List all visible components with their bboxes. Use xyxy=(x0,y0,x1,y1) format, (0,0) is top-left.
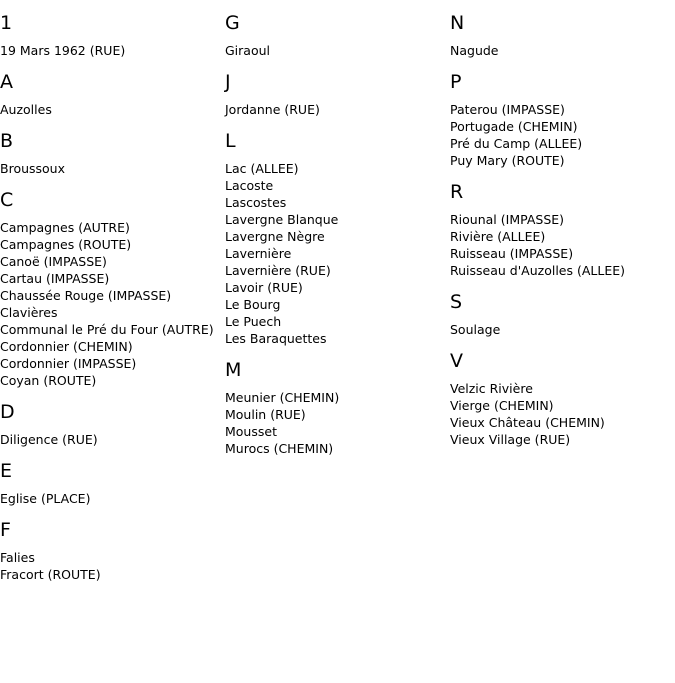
letter-group xyxy=(0,71,225,118)
letter-group xyxy=(0,189,225,389)
street-item: Soulage xyxy=(450,322,501,337)
street-item: Falies xyxy=(0,550,35,565)
letter-group xyxy=(0,130,225,177)
street-item: Vierge (CHEMIN) xyxy=(450,398,554,413)
index-column-3 xyxy=(450,0,675,448)
letter-heading: L xyxy=(225,130,236,152)
street-list xyxy=(450,321,675,338)
street-list xyxy=(450,42,675,59)
street-list xyxy=(0,549,225,583)
letter-heading: 1 xyxy=(0,12,13,34)
street-item: Moulin (RUE) xyxy=(225,407,306,422)
letter-heading: D xyxy=(0,401,15,423)
street-list xyxy=(450,211,675,279)
street-item: Cartau (IMPASSE) xyxy=(0,271,110,286)
street-list xyxy=(225,42,450,59)
letter-group xyxy=(450,12,675,59)
street-item: 19 Mars 1962 (RUE) xyxy=(0,43,126,58)
street-item: Lavoir (RUE) xyxy=(225,280,303,295)
letter-heading: M xyxy=(225,359,242,381)
street-item: Mousset xyxy=(225,424,277,439)
letter-heading: F xyxy=(0,519,11,541)
street-list xyxy=(450,380,675,448)
street-item: Eglise (PLACE) xyxy=(0,491,91,506)
letter-group xyxy=(225,12,450,59)
street-item: Giraoul xyxy=(225,43,271,58)
letter-heading: B xyxy=(0,130,14,152)
letter-heading: P xyxy=(450,71,462,93)
street-item: Clavières xyxy=(0,305,58,320)
street-item: Auzolles xyxy=(0,102,52,117)
letter-group xyxy=(225,359,450,457)
street-item: Riounal (IMPASSE) xyxy=(450,212,565,227)
letter-group xyxy=(0,12,225,59)
letter-group xyxy=(450,350,675,448)
street-item: Lavernière (RUE) xyxy=(225,263,331,278)
street-item: Cordonnier (CHEMIN) xyxy=(0,339,133,354)
street-item: Le Puech xyxy=(225,314,282,329)
street-list xyxy=(0,431,225,448)
street-item: Les Baraquettes xyxy=(225,331,327,346)
street-item: Lacoste xyxy=(225,178,274,193)
street-list xyxy=(0,101,225,118)
letter-group xyxy=(225,130,450,347)
street-item: Portugade (CHEMIN) xyxy=(450,119,578,134)
street-item: Lavergne Nègre xyxy=(225,229,325,244)
letter-group xyxy=(0,460,225,507)
street-item: Murocs (CHEMIN) xyxy=(225,441,334,456)
street-item: Fracort (ROUTE) xyxy=(0,567,101,582)
street-item: Puy Mary (ROUTE) xyxy=(450,153,565,168)
street-item: Meunier (CHEMIN) xyxy=(225,390,340,405)
street-item: Rivière (ALLEE) xyxy=(450,229,546,244)
letter-heading: S xyxy=(450,291,463,313)
street-item: Velzic Rivière xyxy=(450,381,533,396)
street-item: Diligence (RUE) xyxy=(0,432,98,447)
letter-heading: N xyxy=(450,12,465,34)
street-list xyxy=(225,389,450,457)
street-item: Pré du Camp (ALLEE) xyxy=(450,136,583,151)
street-item: Coyan (ROUTE) xyxy=(0,373,97,388)
letter-heading: E xyxy=(0,460,13,482)
street-item: Le Bourg xyxy=(225,297,281,312)
street-list xyxy=(0,490,225,507)
street-item: Communal le Pré du Four (AUTRE) xyxy=(0,322,214,337)
letter-group xyxy=(450,291,675,338)
letter-group xyxy=(225,71,450,118)
street-list xyxy=(450,101,675,169)
street-item: Vieux Château (CHEMIN) xyxy=(450,415,605,430)
letter-heading: A xyxy=(0,71,13,93)
letter-group xyxy=(450,181,675,279)
street-item: Nagude xyxy=(450,43,499,58)
street-item: Lavernière xyxy=(225,246,292,261)
letter-heading: J xyxy=(225,71,231,93)
street-item: Jordanne (RUE) xyxy=(225,102,320,117)
letter-heading: G xyxy=(225,12,240,34)
street-item: Campagnes (AUTRE) xyxy=(0,220,130,235)
letter-group xyxy=(0,519,225,583)
street-item: Broussoux xyxy=(0,161,66,176)
street-item: Campagnes (ROUTE) xyxy=(0,237,132,252)
street-item: Ruisseau d'Auzolles (ALLEE) xyxy=(450,263,625,278)
street-item: Vieux Village (RUE) xyxy=(450,432,571,447)
street-item: Lac (ALLEE) xyxy=(225,161,299,176)
street-item: Canoë (IMPASSE) xyxy=(0,254,107,269)
letter-heading: C xyxy=(0,189,14,211)
street-item: Cordonnier (IMPASSE) xyxy=(0,356,137,371)
letter-heading: R xyxy=(450,181,464,203)
street-item: Lavergne Blanque xyxy=(225,212,339,227)
street-item: Ruisseau (IMPASSE) xyxy=(450,246,574,261)
index-column-2 xyxy=(225,0,450,457)
street-list xyxy=(0,42,225,59)
letter-group xyxy=(0,401,225,448)
street-item: Paterou (IMPASSE) xyxy=(450,102,565,117)
street-item: Lascostes xyxy=(225,195,287,210)
street-list xyxy=(225,160,450,347)
letter-heading: V xyxy=(450,350,463,372)
street-list xyxy=(0,219,225,389)
street-item: Chaussée Rouge (IMPASSE) xyxy=(0,288,172,303)
index-column-1 xyxy=(0,0,225,583)
letter-group xyxy=(450,71,675,169)
street-list xyxy=(225,101,450,118)
street-list xyxy=(0,160,225,177)
